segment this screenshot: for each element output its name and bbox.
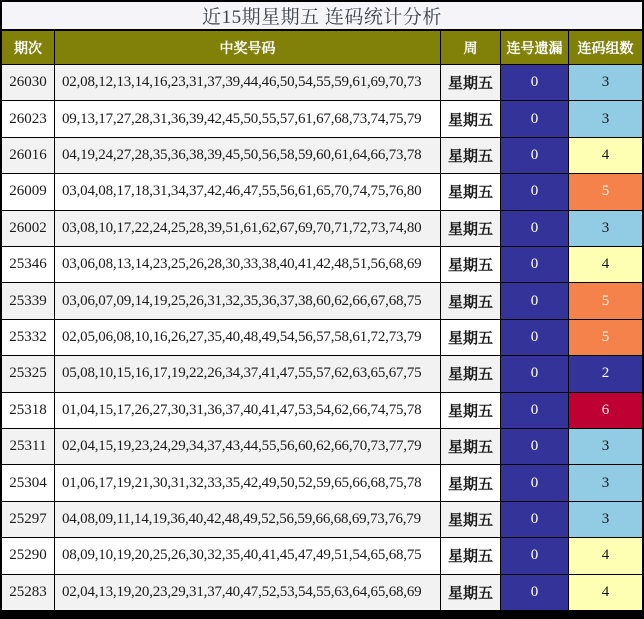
group-count-cell: 4 xyxy=(569,538,642,573)
weekday-cell: 星期五 xyxy=(441,502,500,537)
table-row xyxy=(2,575,642,610)
miss-count-cell: 0 xyxy=(501,174,568,209)
period-cell: 25311 xyxy=(2,429,54,464)
period-cell: 25325 xyxy=(2,356,54,391)
weekday-cell: 星期五 xyxy=(441,211,500,246)
group-count-cell: 3 xyxy=(569,65,642,100)
winning-numbers-cell: 02,05,06,08,10,16,26,27,35,40,48,49,54,56,57,58,61,72,73,79 xyxy=(55,320,440,355)
miss-count-cell: 0 xyxy=(501,356,568,391)
table-row xyxy=(2,320,642,355)
miss-count-cell: 0 xyxy=(501,138,568,173)
period-cell: 25332 xyxy=(2,320,54,355)
header-period: 期次 xyxy=(2,31,54,64)
winning-numbers-cell: 02,08,12,13,14,16,23,31,37,39,44,46,50,54,55,59,61,69,70,73 xyxy=(55,65,440,100)
table-row xyxy=(2,65,642,100)
period-cell: 25304 xyxy=(2,465,54,500)
winning-numbers-cell: 09,13,17,27,28,31,36,39,42,45,50,55,57,61,67,68,73,74,75,79 xyxy=(55,101,440,136)
winning-numbers-cell: 02,04,15,19,23,24,29,34,37,43,44,55,56,60,62,66,70,73,77,79 xyxy=(55,429,440,464)
winning-numbers-cell: 02,04,13,19,20,23,29,31,37,40,47,52,53,54,55,63,64,65,68,69 xyxy=(55,575,440,610)
weekday-cell: 星期五 xyxy=(441,138,500,173)
period-cell: 25290 xyxy=(2,538,54,573)
table-row xyxy=(2,283,642,318)
weekday-cell: 星期五 xyxy=(441,538,500,573)
group-count-cell: 2 xyxy=(569,356,642,391)
miss-count-cell: 0 xyxy=(501,247,568,282)
period-cell: 25318 xyxy=(2,393,54,428)
header-week: 周 xyxy=(441,31,500,64)
winning-numbers-cell: 04,08,09,11,14,19,36,40,42,48,49,52,56,59,66,68,69,73,76,79 xyxy=(55,502,440,537)
period-cell: 26023 xyxy=(2,101,54,136)
table-row xyxy=(2,393,642,428)
header-numbers: 中奖号码 xyxy=(55,31,440,64)
weekday-cell: 星期五 xyxy=(441,283,500,318)
weekday-cell: 星期五 xyxy=(441,65,500,100)
table-row xyxy=(2,138,642,173)
miss-count-cell: 0 xyxy=(501,393,568,428)
table-row xyxy=(2,101,642,136)
period-cell: 25346 xyxy=(2,247,54,282)
header-row xyxy=(2,31,642,64)
period-cell: 26030 xyxy=(2,65,54,100)
group-count-cell: 6 xyxy=(569,393,642,428)
page-title: 近15期星期五 连码统计分析 xyxy=(2,2,642,29)
miss-count-cell: 0 xyxy=(501,465,568,500)
period-cell: 26002 xyxy=(2,211,54,246)
weekday-cell: 星期五 xyxy=(441,101,500,136)
group-count-cell: 5 xyxy=(569,320,642,355)
miss-count-cell: 0 xyxy=(501,538,568,573)
weekday-cell: 星期五 xyxy=(441,393,500,428)
group-count-cell: 3 xyxy=(569,211,642,246)
group-count-cell: 3 xyxy=(569,101,642,136)
group-count-cell: 4 xyxy=(569,247,642,282)
group-count-cell: 3 xyxy=(569,465,642,500)
miss-count-cell: 0 xyxy=(501,429,568,464)
miss-count-cell: 0 xyxy=(501,283,568,318)
winning-numbers-cell: 08,09,10,19,20,25,26,30,32,35,40,41,45,47,49,51,54,65,68,75 xyxy=(55,538,440,573)
table-row xyxy=(2,429,642,464)
weekday-cell: 星期五 xyxy=(441,429,500,464)
miss-count-cell: 0 xyxy=(501,211,568,246)
table-row xyxy=(2,356,642,391)
weekday-cell: 星期五 xyxy=(441,320,500,355)
period-cell: 26016 xyxy=(2,138,54,173)
winning-numbers-cell: 01,06,17,19,21,30,31,32,33,35,42,49,50,52,59,65,66,68,75,78 xyxy=(55,465,440,500)
winning-numbers-cell: 03,06,08,13,14,23,25,26,28,30,33,38,40,41,42,48,51,56,68,69 xyxy=(55,247,440,282)
table-row xyxy=(2,174,642,209)
table-row xyxy=(2,247,642,282)
header-miss: 连号遗漏 xyxy=(501,31,568,64)
miss-count-cell: 0 xyxy=(501,320,568,355)
group-count-cell: 4 xyxy=(569,575,642,610)
header-groups: 连码组数 xyxy=(569,31,642,64)
weekday-cell: 星期五 xyxy=(441,174,500,209)
group-count-cell: 3 xyxy=(569,502,642,537)
group-count-cell: 5 xyxy=(569,174,642,209)
miss-count-cell: 0 xyxy=(501,575,568,610)
table-row xyxy=(2,465,642,500)
winning-numbers-cell: 03,06,07,09,14,19,25,26,31,32,35,36,37,38,60,62,66,67,68,75 xyxy=(55,283,440,318)
table-row xyxy=(2,211,642,246)
winning-numbers-cell: 03,08,10,17,22,24,25,28,39,51,61,62,67,69,70,71,72,73,74,80 xyxy=(55,211,440,246)
period-cell: 25297 xyxy=(2,502,54,537)
weekday-cell: 星期五 xyxy=(441,575,500,610)
weekday-cell: 星期五 xyxy=(441,356,500,391)
winning-numbers-cell: 04,19,24,27,28,35,36,38,39,45,50,56,58,59,60,61,64,66,73,78 xyxy=(55,138,440,173)
group-count-cell: 3 xyxy=(569,429,642,464)
winning-numbers-cell: 01,04,15,17,26,27,30,31,36,37,40,41,47,53,54,62,66,74,75,78 xyxy=(55,393,440,428)
table-row xyxy=(2,538,642,573)
group-count-cell: 4 xyxy=(569,138,642,173)
period-cell: 25339 xyxy=(2,283,54,318)
winning-numbers-cell: 05,08,10,15,16,17,19,22,26,34,37,41,47,55,57,62,63,65,67,75 xyxy=(55,356,440,391)
winning-numbers-cell: 03,04,08,17,18,31,34,37,42,46,47,55,56,61,65,70,74,75,76,80 xyxy=(55,174,440,209)
period-cell: 26009 xyxy=(2,174,54,209)
miss-count-cell: 0 xyxy=(501,65,568,100)
weekday-cell: 星期五 xyxy=(441,247,500,282)
group-count-cell: 5 xyxy=(569,283,642,318)
weekday-cell: 星期五 xyxy=(441,465,500,500)
table-row xyxy=(2,502,642,537)
miss-count-cell: 0 xyxy=(501,502,568,537)
miss-count-cell: 0 xyxy=(501,101,568,136)
period-cell: 25283 xyxy=(2,575,54,610)
